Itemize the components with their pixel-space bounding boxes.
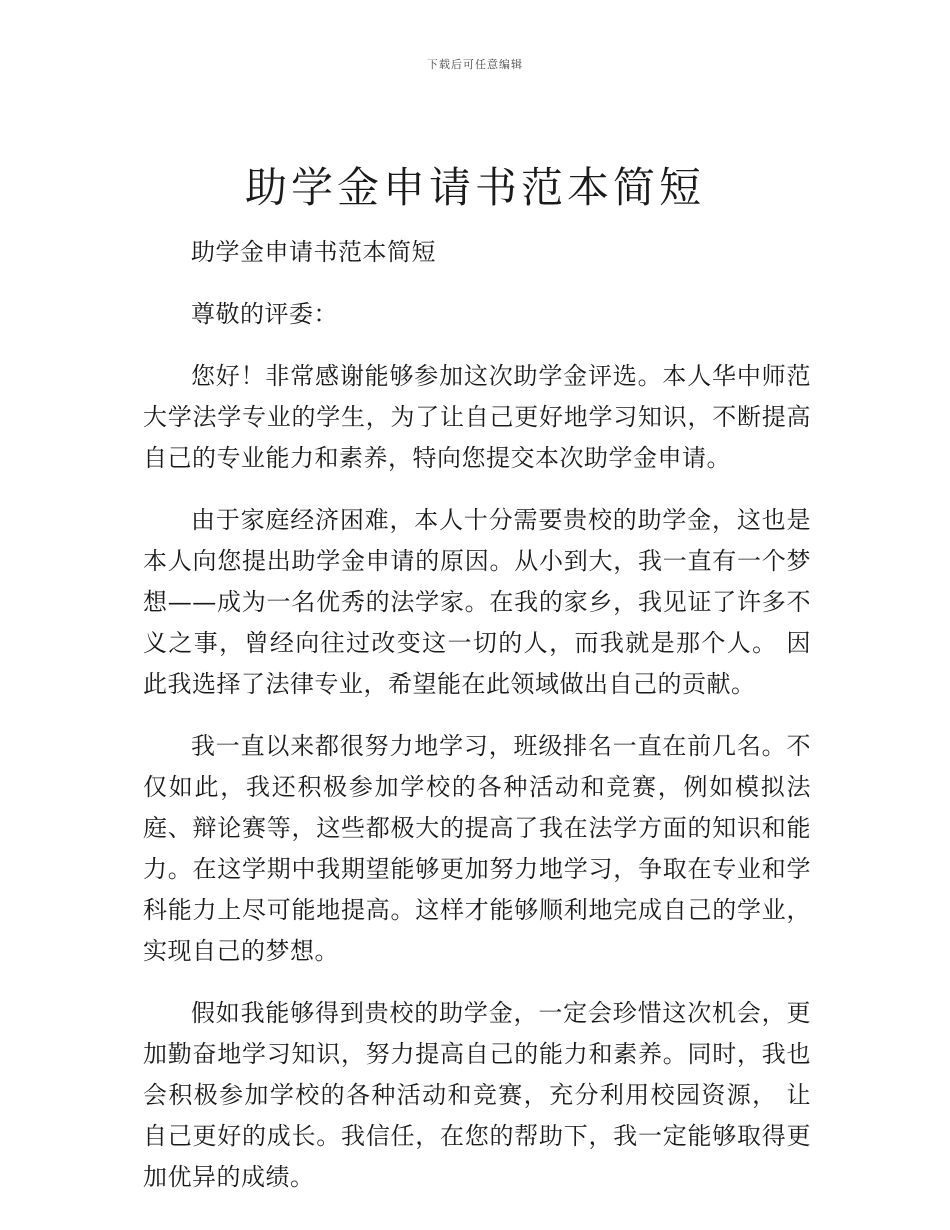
background-paragraph: 由于家庭经济困难，本人十分需要贵校的助学金，这也是本人向您提出助学金申请的原因。从小到大，我一直有一个梦想——成为一名优秀的法学家。在我的家乡，我见证了许多不义之事，曾经向往过改变这一切的人，而我就是那个人。 因此我选择了法律专业，希望能在此领域做出自己的贡献。 — [143, 506, 811, 698]
achievements-paragraph: 我一直以来都很努力地学习，班级排名一直在前几名。不仅如此，我还积极参加学校的各种活动和竞赛，例如模拟法庭、辩论赛等，这些都极大的提高了我在法学方面的知识和能力。在这学期中我期望能够更加努力地学习，争取在专业和学科能力上尽可能地提高。这样才能够顺利地完成自己的学业，实现自己的梦想。 — [143, 732, 811, 965]
salutation-paragraph: 尊敬的评委： — [191, 300, 338, 328]
document-title: 助学金申请书范本简短 — [244, 163, 705, 212]
document-body — [143, 232, 811, 1219]
subtitle-paragraph: 助学金申请书范本简短 — [191, 238, 436, 266]
commitment-paragraph: 假如我能够得到贵校的助学金，一定会珍惜这次机会，更加勤奋地学习知识，努力提高自己的能力和素养。同时，我也会积极参加学校的各种活动和竞赛，充分利用校园资源， 让自己更好的成长。我信任，在您的帮助下，我一定能够取得更加优异的成绩。 — [143, 999, 811, 1191]
intro-paragraph: 您好！非常感谢能够参加这次助学金评选。本人华中师范大学法学专业的学生，为了让自己更好地学习知识，不断提高自己的专业能力和素养，特向您提交本次助学金申请。 — [143, 362, 811, 472]
header-note: 下载后可任意编辑 — [427, 58, 523, 71]
